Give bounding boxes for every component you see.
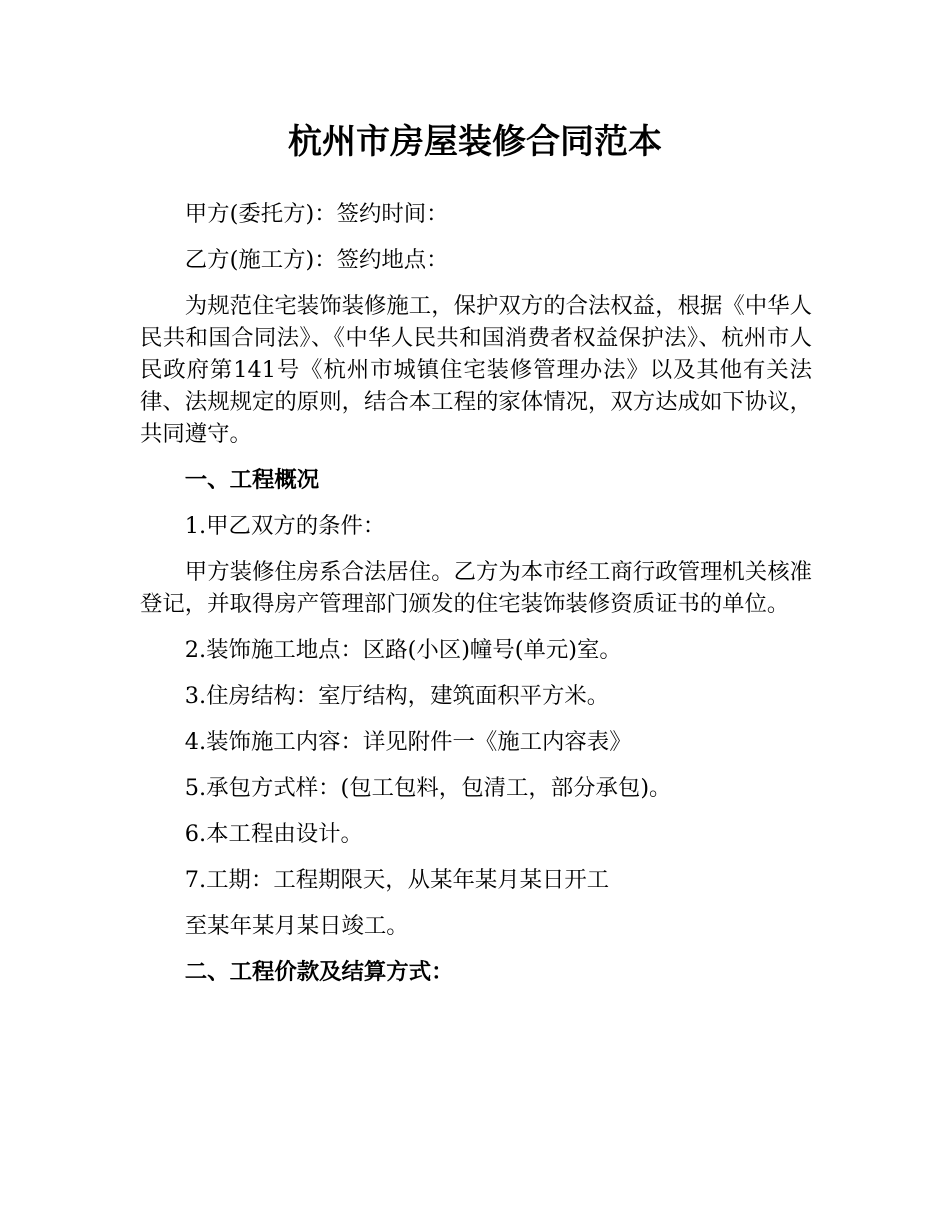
party-b-line: 乙方(施工方)：签约地点：: [184, 247, 449, 273]
clause-5: 5.承包方式样：(包工包料，包清工，部分承包)。: [184, 775, 672, 801]
clause-7: 7.工期：工程期限天，从某年某月某日开工: [184, 867, 610, 893]
document-title: 杭州市房屋装修合同范本: [288, 122, 662, 162]
section-heading-price-settlement: 二、工程价款及结算方式：: [184, 959, 454, 985]
document-body: [140, 198, 812, 988]
section-heading-project-overview: 一、工程概况: [184, 467, 320, 493]
clause-1: 1.甲乙双方的条件：: [184, 513, 386, 539]
clause-2: 2.装饰施工地点：区路(小区)幢号(单元)室。: [184, 637, 622, 663]
clause-4: 4.装饰施工内容：详见附件一《施工内容表》: [184, 729, 632, 755]
party-a-line: 甲方(委托方)：签约时间：: [184, 201, 449, 227]
preamble-paragraph: 为规范住宅装饰装修施工，保护双方的合法权益，根据《中华人民共和国合同法》、《中华人民共和国消费者权益保护法》、杭州市人民政府第141号《杭州市城镇住宅装修管理办法》以及其他有关法律、法规规定的原则，结合本工程的家体情况，双方达成如下协议，共同遵守。: [140, 293, 812, 447]
clause-3: 3.住房结构：室厅结构，建筑面积平方米。: [184, 683, 610, 709]
clause-1-detail: 甲方装修住房系合法居住。乙方为本市经工商行政管理机关核准登记，并取得房产管理部门颁发的住宅装饰装修资质证书的单位。: [140, 559, 812, 617]
clause-6: 6.本工程由设计。: [184, 821, 363, 847]
clause-7-continued: 至某年某月某日竣工。: [184, 913, 409, 939]
